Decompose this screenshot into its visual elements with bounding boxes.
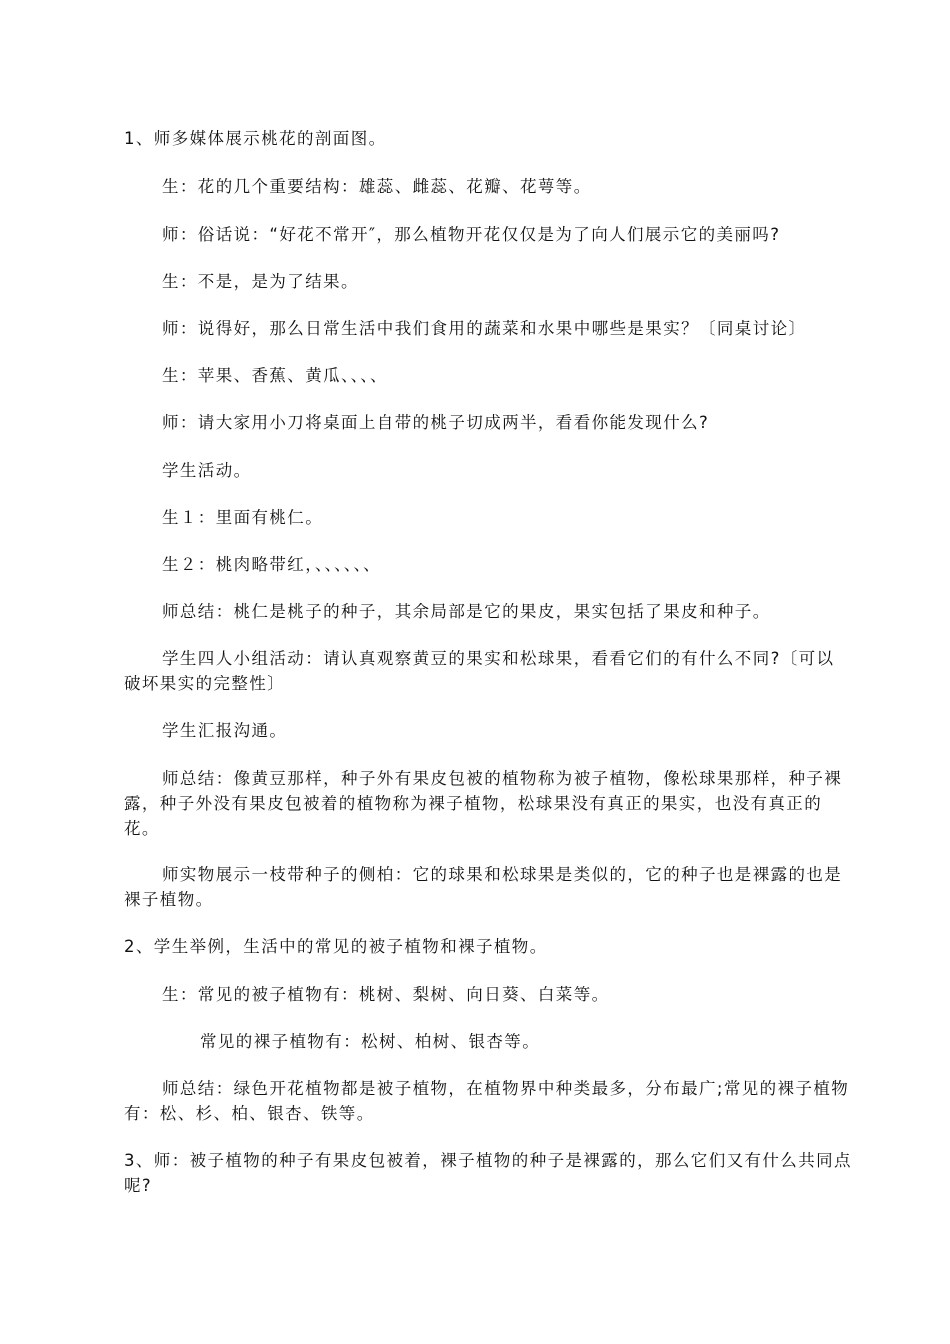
paragraph-19: 师总结：绿色开花植物都是被子植物，在植物界中种类最多，分布最广;常见的裸子植物有：松、杉、柏、银杏、铁等。 [124,1079,850,1123]
paragraph-11: 师总结：桃仁是桃子的种子，其余局部是它的果皮，果实包括了果皮和种子。 [162,602,771,621]
paragraph-7: 师：请大家用小刀将桌面上自带的桃子切成两半，看看你能发现什么? [162,413,710,432]
paragraph-20: 3、师：被子植物的种子有果皮包被着，裸子植物的种子是裸露的，那么它们又有什么共同点呢? [124,1151,852,1195]
paragraph-8: 学生活动。 [162,461,252,480]
paragraph-18: 常见的裸子植物有：松树、柏树、银杏等。 [200,1032,541,1051]
paragraph-15: 师实物展示一枝带种子的侧柏：它的球果和松球果是类似的，它的种子也是裸露的也是裸子植物。 [124,865,843,909]
paragraph-9: 生１：里面有桃仁。 [162,508,324,527]
paragraph-12: 学生四人小组活动：请认真观察黄豆的果实和松球果，看看它们的有什么不同?〔可以破坏果实的完整性〕 [124,649,835,693]
paragraph-4: 生：不是，是为了结果。 [162,272,359,291]
paragraph-3: 师：俗话说：“好花不常开″，那么植物开花仅仅是为了向人们展示它的美丽吗? [162,225,781,244]
paragraph-10: 生２：桃肉略带红，、、、、、、 [162,555,381,574]
paragraph-2: 生：花的几个重要结构：雄蕊、雌蕊、花瓣、花萼等。 [162,177,592,196]
paragraph-1: 1、师多媒体展示桃花的剖面图。 [124,129,387,148]
paragraph-16: 2、学生举例，生活中的常见的被子植物和裸子植物。 [124,937,548,956]
paragraph-5: 师：说得好，那么日常生活中我们食用的蔬菜和水果中哪些是果实？〔同桌讨论〕 [162,319,807,338]
paragraph-6: 生：苹果、香蕉、黄瓜、、、、 [162,366,388,385]
paragraph-17: 生：常见的被子植物有：桃树、梨树、向日葵、白菜等。 [162,985,610,1004]
paragraph-14: 师总结：像黄豆那样，种子外有果皮包被的植物称为被子植物，像松球果那样，种子裸露，种子外没有果皮包被着的植物称为裸子植物，松球果没有真正的果实，也没有真正的花。 [124,769,843,838]
paragraph-13: 学生汇报沟通。 [162,721,288,740]
